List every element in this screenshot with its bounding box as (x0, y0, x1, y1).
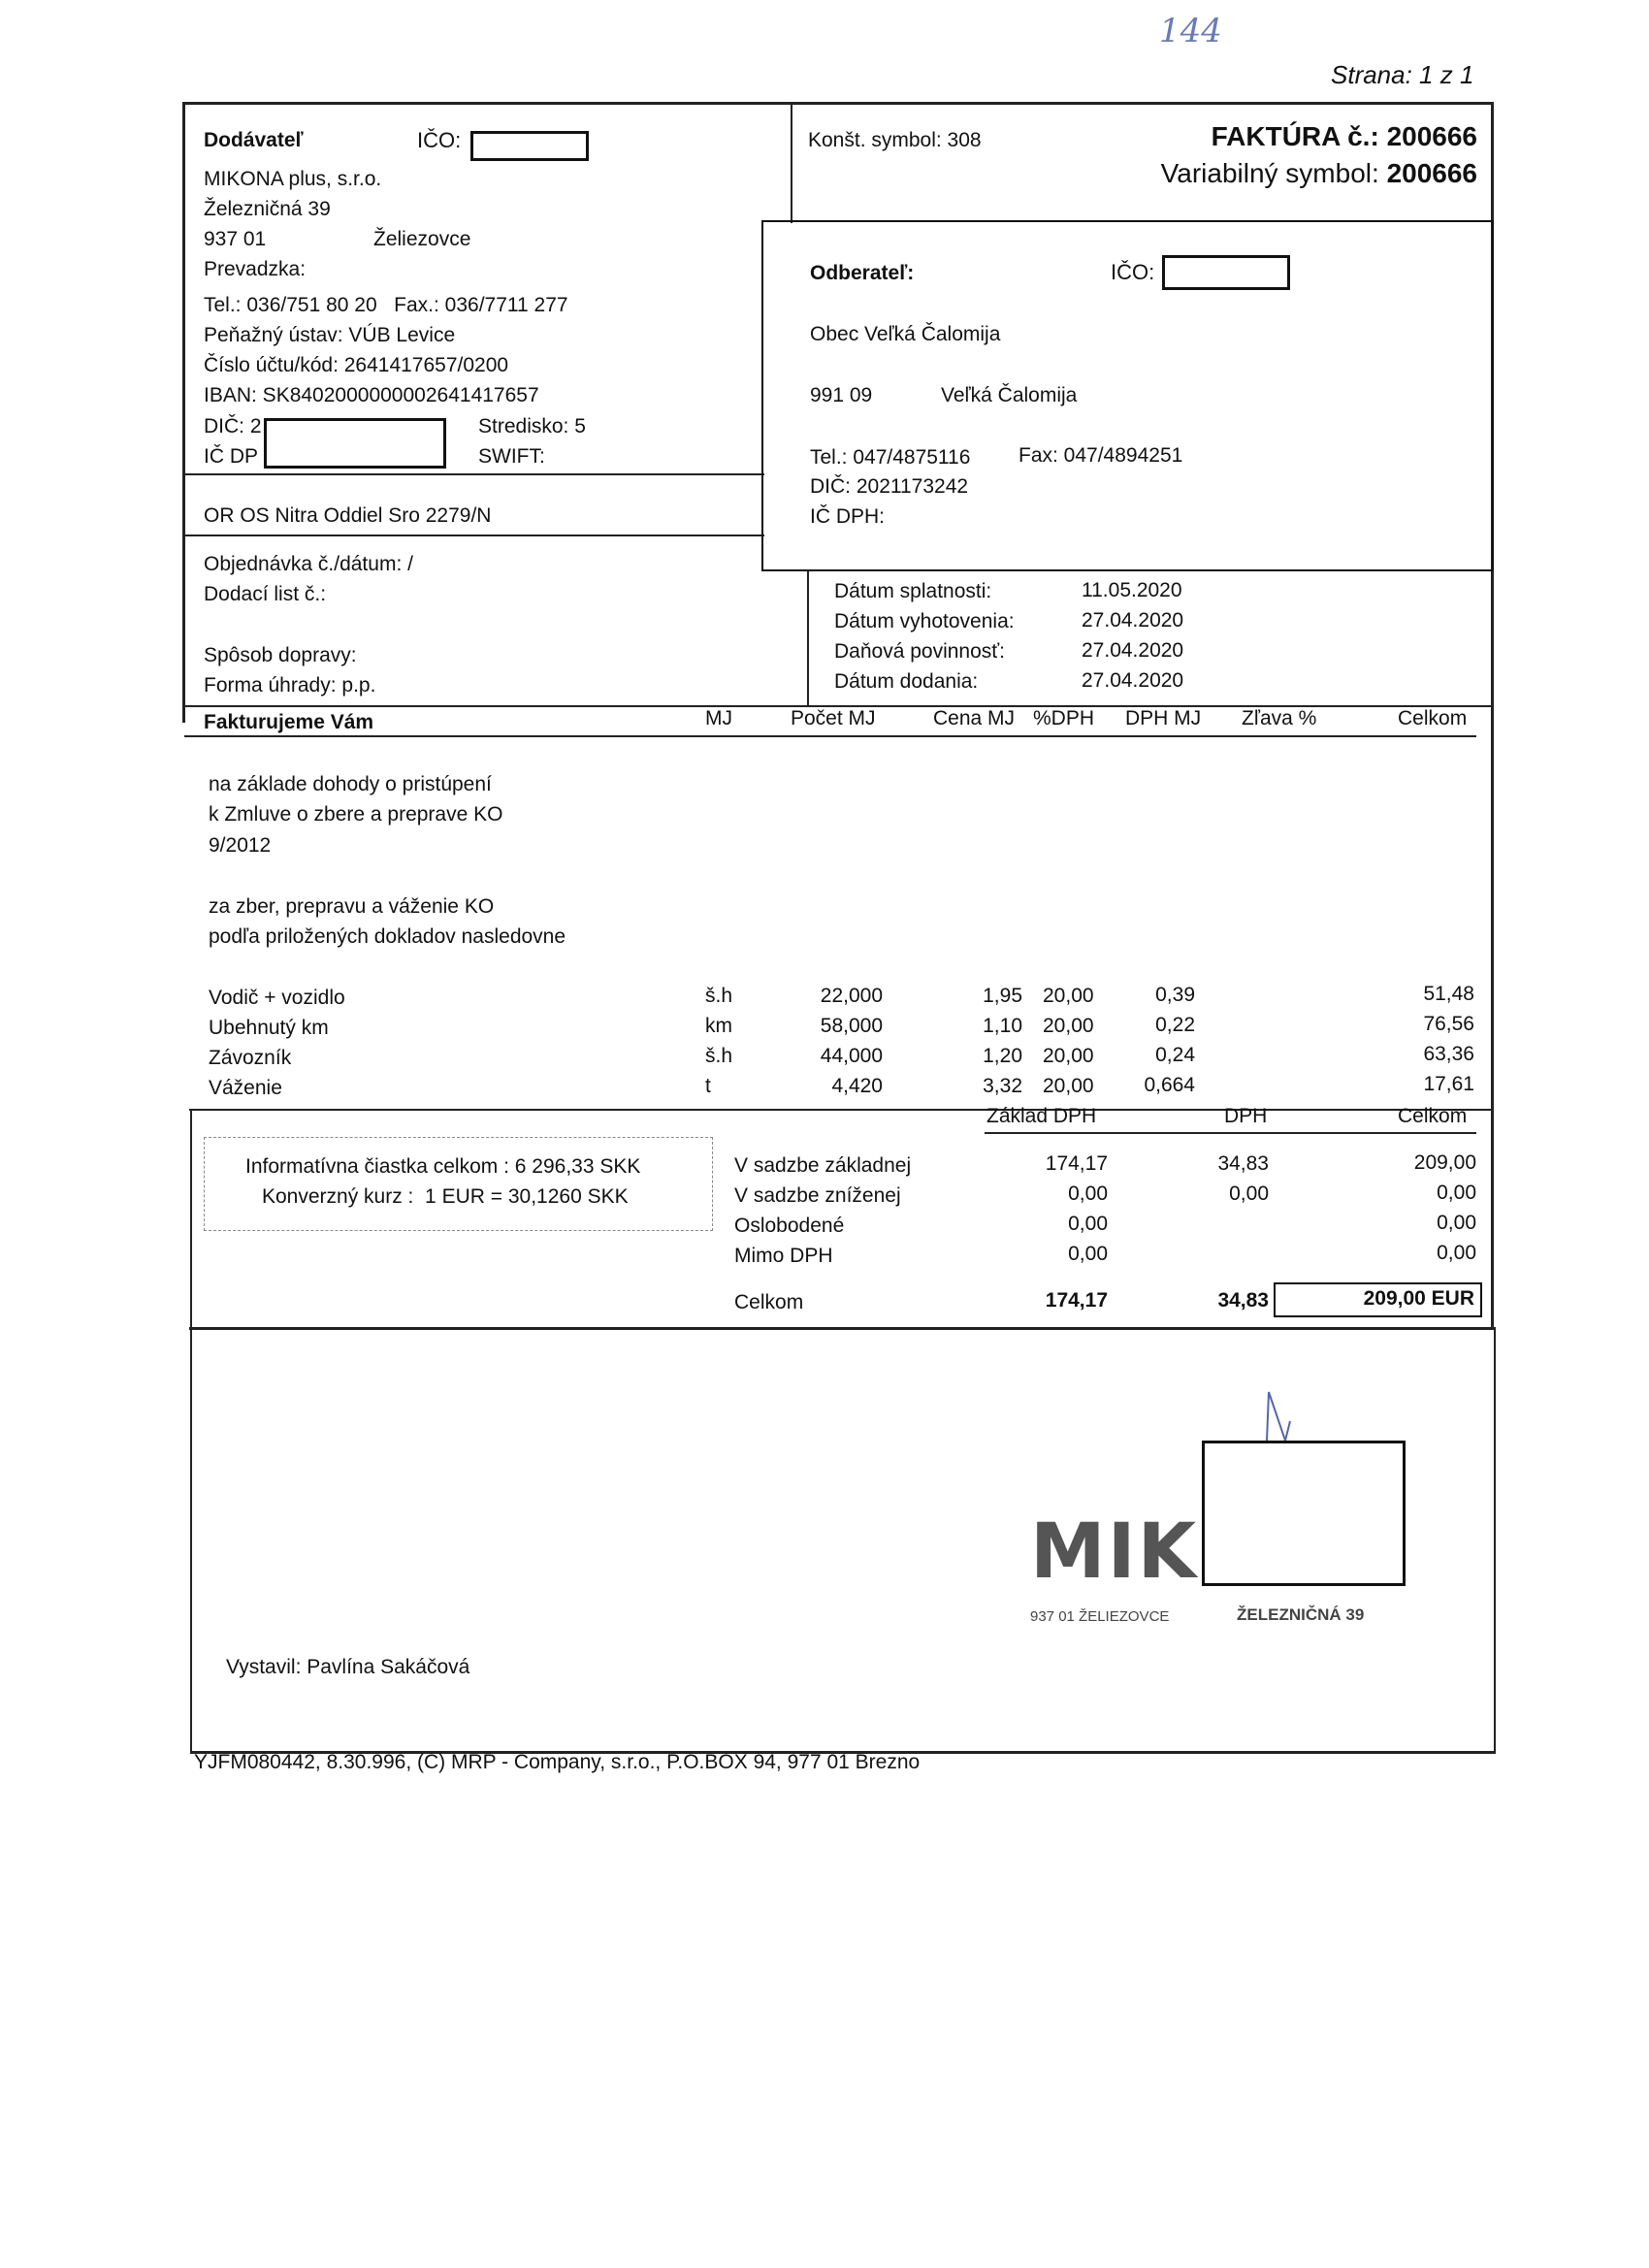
col-qty: Počet MJ (791, 707, 876, 729)
item-unit: km (705, 1015, 732, 1037)
customer-ico-label: IČO: (1111, 260, 1155, 284)
customer-icdph: IČ DPH: (810, 505, 886, 528)
stamp-address-right: ŽELEZNIČNÁ 39 (1237, 1605, 1365, 1624)
customer-zip: 991 09 (810, 384, 873, 406)
item-price: 1,20 (983, 1045, 1022, 1067)
redacted-supplier-dic (264, 418, 446, 469)
order-label: Objednávka č./dátum: / (204, 553, 413, 575)
summary-base: 0,00 (1068, 1213, 1108, 1235)
invoice-number: 200666 (1386, 121, 1477, 151)
supplier-street: Železničná 39 (204, 198, 331, 220)
item-desc: Vodič + vozidlo (209, 987, 345, 1009)
supplier-swift: SWIFT: (478, 445, 545, 468)
item-desc: Závozník (209, 1047, 292, 1069)
summary-col-total: Celkom (1398, 1105, 1468, 1127)
date-value: 27.04.2020 (1082, 639, 1184, 662)
summary-label: V sadzbe zníženej (734, 1184, 901, 1207)
supplier-ico-label: IČO: (417, 128, 462, 152)
item-unit: t (705, 1075, 711, 1097)
date-value: 27.04.2020 (1082, 669, 1184, 692)
summary-total: 0,00 (1437, 1182, 1476, 1204)
grand-vat: 34,83 (1217, 1289, 1269, 1312)
date-value: 11.05.2020 (1082, 579, 1182, 601)
col-total: Celkom (1398, 707, 1468, 729)
customer-dic: DIČ: 2021173242 (810, 475, 969, 498)
text-line: podľa priložených dokladov nasledovne (209, 925, 566, 948)
supplier-dic: DIČ: 2 (204, 415, 262, 437)
supplier-account: Číslo účtu/kód: 2641417657/0200 (204, 354, 509, 376)
redacted-customer-ico (1162, 255, 1290, 290)
summary-label: V sadzbe základnej (734, 1154, 912, 1177)
grand-total: 209,00 EUR (1363, 1287, 1474, 1310)
item-price: 3,32 (983, 1075, 1022, 1097)
supplier-zip: 937 01 (204, 228, 267, 250)
supplier-phone-fax: Tel.: 036/751 80 20 Fax.: 036/7711 277 (204, 294, 568, 316)
customer-fax: Fax: 047/4894251 (1018, 444, 1183, 467)
supplier-facility: Prevadzka: (204, 258, 307, 280)
payment: Forma úhrady: p.p. (204, 674, 376, 697)
supplier-icdph: IČ DP (204, 445, 259, 468)
item-price: 1,10 (983, 1015, 1022, 1037)
item-qty: 58,000 (820, 1015, 883, 1037)
item-price: 1,95 (983, 985, 1022, 1007)
issued-by: Vystavil: Pavlína Sakáčová (226, 1656, 470, 1678)
item-vat-pct: 20,00 (1043, 1045, 1094, 1067)
text-line: na základe dohody o pristúpení (209, 773, 492, 795)
grand-base: 174,17 (1045, 1289, 1108, 1312)
date-label: Dátum splatnosti: (834, 580, 992, 602)
item-total: 51,48 (1423, 983, 1474, 1005)
redacted-supplier-ico (470, 131, 589, 161)
supplier-center: Stredisko: 5 (478, 415, 586, 437)
transport: Spôsob dopravy: (204, 644, 357, 666)
summary-col-vat: DPH (1224, 1105, 1268, 1127)
customer-phone: Tel.: 047/4875116 (810, 446, 971, 469)
const-symbol: Konšt. symbol: 308 (808, 129, 982, 151)
summary-base: 0,00 (1068, 1243, 1108, 1265)
supplier-name: MIKONA plus, s.r.o. (204, 168, 382, 190)
col-description: Fakturujeme Vám (204, 711, 374, 733)
page-label: Strana: 1 z 1 (1331, 60, 1474, 89)
col-unit: MJ (705, 707, 732, 729)
handwritten-note: 144 (1159, 12, 1222, 50)
item-vat-pct: 20,00 (1043, 985, 1094, 1007)
item-total: 17,61 (1423, 1073, 1474, 1095)
company-logo: MIK (1030, 1508, 1199, 1596)
date-value: 27.04.2020 (1082, 609, 1184, 632)
summary-base: 174,17 (1045, 1152, 1108, 1175)
variable-symbol-label: Variabilný symbol: (1160, 158, 1379, 188)
item-vat-unit: 0,22 (1155, 1014, 1195, 1036)
item-vat-unit: 0,24 (1155, 1044, 1195, 1066)
col-discount: Zľava % (1242, 707, 1317, 729)
variable-symbol-value: 200666 (1386, 158, 1477, 188)
item-qty: 44,000 (820, 1045, 883, 1067)
date-label: Daňová povinnosť: (834, 640, 1005, 663)
customer-header: Odberateľ: (810, 262, 915, 284)
summary-total: 209,00 (1413, 1151, 1476, 1174)
footer-text: YJFM080442, 8.30.996, (C) MRP - Company, s.r.o., P.O.BOX 94, 977 01 Brezno (194, 1751, 921, 1773)
redacted-stamp (1202, 1441, 1406, 1586)
invoice-title-label: FAKTÚRA č.: (1211, 121, 1379, 151)
summary-base: 0,00 (1068, 1183, 1108, 1205)
info-line: Konverzný kurz : 1 EUR = 30,1260 SKK (262, 1185, 629, 1208)
stamp-address-left: 937 01 ŽELIEZOVCE (1030, 1608, 1170, 1625)
item-desc: Ubehnutý km (209, 1017, 329, 1039)
grand-label: Celkom (734, 1291, 804, 1313)
summary-total: 0,00 (1437, 1242, 1476, 1264)
item-total: 76,56 (1423, 1013, 1474, 1035)
item-unit: š.h (705, 985, 733, 1007)
item-total: 63,36 (1423, 1043, 1474, 1065)
text-line: k Zmluve o zbere a preprave KO (209, 803, 503, 826)
customer-city: Veľká Čalomija (941, 384, 1078, 406)
supplier-city: Želiezovce (373, 228, 471, 250)
item-qty: 22,000 (820, 985, 883, 1007)
supplier-header: Dodávateľ (204, 129, 304, 151)
info-line: Informatívna čiastka celkom : 6 296,33 SKK (245, 1155, 641, 1178)
item-unit: š.h (705, 1045, 733, 1067)
date-label: Dátum vyhotovenia: (834, 610, 1015, 632)
item-vat-pct: 20,00 (1043, 1075, 1094, 1097)
variable-symbol (1161, 158, 1477, 189)
invoice-title (1212, 121, 1477, 152)
summary-vat: 0,00 (1229, 1183, 1269, 1205)
supplier-iban: IBAN: SK8402000000002641417657 (204, 384, 539, 406)
summary-label: Oslobodené (734, 1215, 845, 1237)
delivery-note: Dodací list č.: (204, 583, 327, 605)
col-vat-pct: %DPH (1033, 707, 1095, 729)
item-vat-unit: 0,664 (1144, 1074, 1195, 1096)
summary-label: Mimo DPH (734, 1245, 833, 1267)
summary-vat: 34,83 (1217, 1152, 1269, 1175)
item-qty: 4,420 (831, 1075, 883, 1097)
col-price: Cena MJ (933, 707, 1016, 729)
item-vat-pct: 20,00 (1043, 1015, 1094, 1037)
summary-total: 0,00 (1437, 1212, 1476, 1234)
date-label: Dátum dodania: (834, 670, 979, 693)
customer-name: Obec Veľká Čalomija (810, 323, 1001, 345)
item-vat-unit: 0,39 (1155, 984, 1195, 1006)
summary-col-base: Základ DPH (986, 1105, 1097, 1127)
col-vat-unit: DPH MJ (1125, 707, 1202, 729)
info-box (204, 1137, 713, 1231)
supplier-bank: Peňažný ústav: VÚB Levice (204, 324, 456, 346)
supplier-register: OR OS Nitra Oddiel Sro 2279/N (204, 504, 492, 527)
item-desc: Váženie (209, 1077, 282, 1099)
text-line: za zber, prepravu a váženie KO (209, 895, 495, 918)
text-line: 9/2012 (209, 834, 272, 857)
